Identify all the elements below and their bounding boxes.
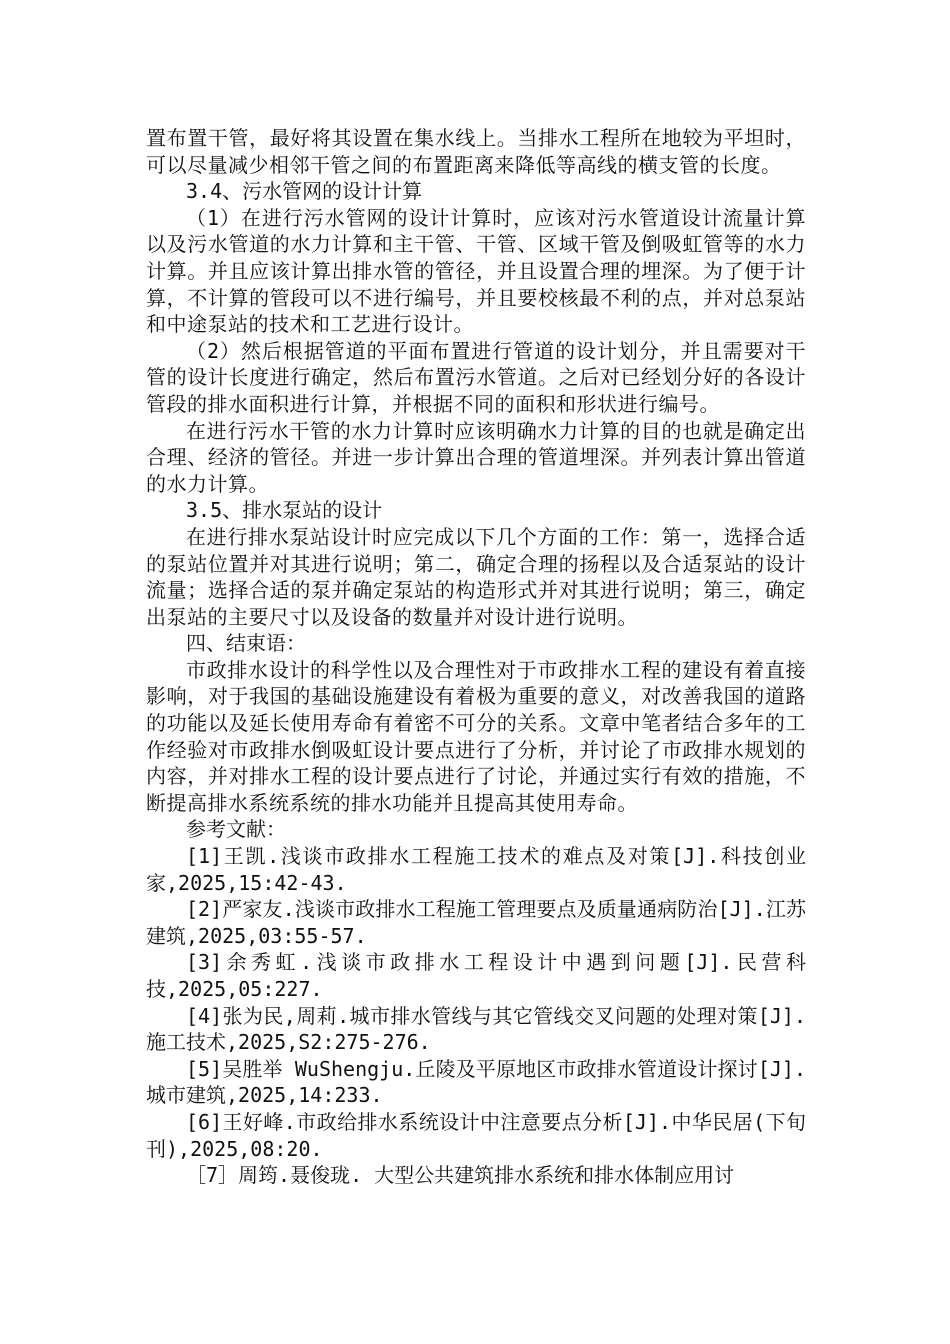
paragraph-step-1: （1）在进行污水管网的设计计算时，应该对污水管道设计流量计算以及污水管道的水力计算和主干管、干管、区域干管及倒吸虹管等的水力计算。并且应该计算出排水管的管径，并且设置合理的埋深。为了便于计算，不计算的管段可以不进行编号，并且要校核最不利的点，并对总泵站和中途泵站的技术和工艺进行设计。 [146, 205, 806, 337]
paragraph-pump-station: 在进行排水泵站设计时应完成以下几个方面的工作：第一，选择合适的泵站位置并对其进行说明；第二，确定合理的扬程以及合适泵站的设计流量；选择合适的泵并确定泵站的构造形式并对其进行说明；第三，确定出泵站的主要尺寸以及设备的数量并对设计进行说明。 [146, 524, 806, 629]
section-heading-3-4: 3.4、污水管网的设计计算 [186, 179, 423, 204]
reference-item: [1]王凯.浅谈市政排水工程施工技术的难点及对策[J].科技创业家,2025,15:42-43. [146, 844, 806, 895]
paragraph-step-2: （2）然后根据管道的平面布置进行管道的设计划分，并且需要对干管的设计长度进行确定，然后布置污水管道。之后对已经划分好的各设计管段的排水面积进行计算，并根据不同的面积和形状进行编号。 [146, 338, 806, 416]
reference-item: [6]王好峰.市政给排水系统设计中注意要点分析[J].中华民居(下旬刊),2025,08:20. [146, 1109, 806, 1161]
section-heading-conclusion: 四、结束语： [186, 631, 306, 656]
document-page [146, 125, 806, 1189]
reference-item: ［7］周筠.聂俊珑. 大型公共建筑排水系统和排水体制应用讨 [186, 1163, 735, 1188]
references-heading: 参考文献： [186, 817, 286, 842]
reference-item: [2]严家友.浅谈市政排水工程施工管理要点及质量通病防治[J].江苏建筑,2025,03:55-57. [146, 897, 806, 948]
reference-list [146, 843, 806, 1189]
reference-item: [4]张为民,周莉.城市排水管线与其它管线交叉问题的处理对策[J].施工技术,2025,S2:275-276. [146, 1003, 806, 1055]
paragraph-conclusion: 市政排水设计的科学性以及合理性对于市政排水工程的建设有着直接影响，对于我国的基础设施建设有着极为重要的意义，对改善我国的道路的功能以及延长使用寿命有着密不可分的关系。文章中笔者结合多年的工作经验对市政排水倒吸虹设计要点进行了分析，并讨论了市政排水规划的内容，并对排水工程的设计要点进行了讨论，并通过实行有效的措施，不断提高排水系统系统的排水功能并且提高其使用寿命。 [146, 657, 806, 815]
paragraph-hydraulic: 在进行污水干管的水力计算时应该明确水力计算的目的也就是确定出合理、经济的管径。并进一步计算出合理的管道埋深。并列表计算出管道的水力计算。 [146, 418, 806, 496]
reference-item: [5]吴胜举 WuShengju.丘陵及平原地区市政排水管道设计探讨[J].城市建筑,2025,14:233. [146, 1056, 806, 1108]
paragraph-continuation: 置布置干管，最好将其设置在集水线上。当排水工程所在地较为平坦时，可以尽量减少相邻干管之间的布置距离来降低等高线的横支管的长度。 [146, 126, 806, 177]
section-heading-3-5: 3.5、排水泵站的设计 [186, 498, 383, 523]
reference-item: [3]余秀虹.浅谈市政排水工程设计中遇到问题[J].民营科技,2025,05:227. [146, 950, 806, 1001]
